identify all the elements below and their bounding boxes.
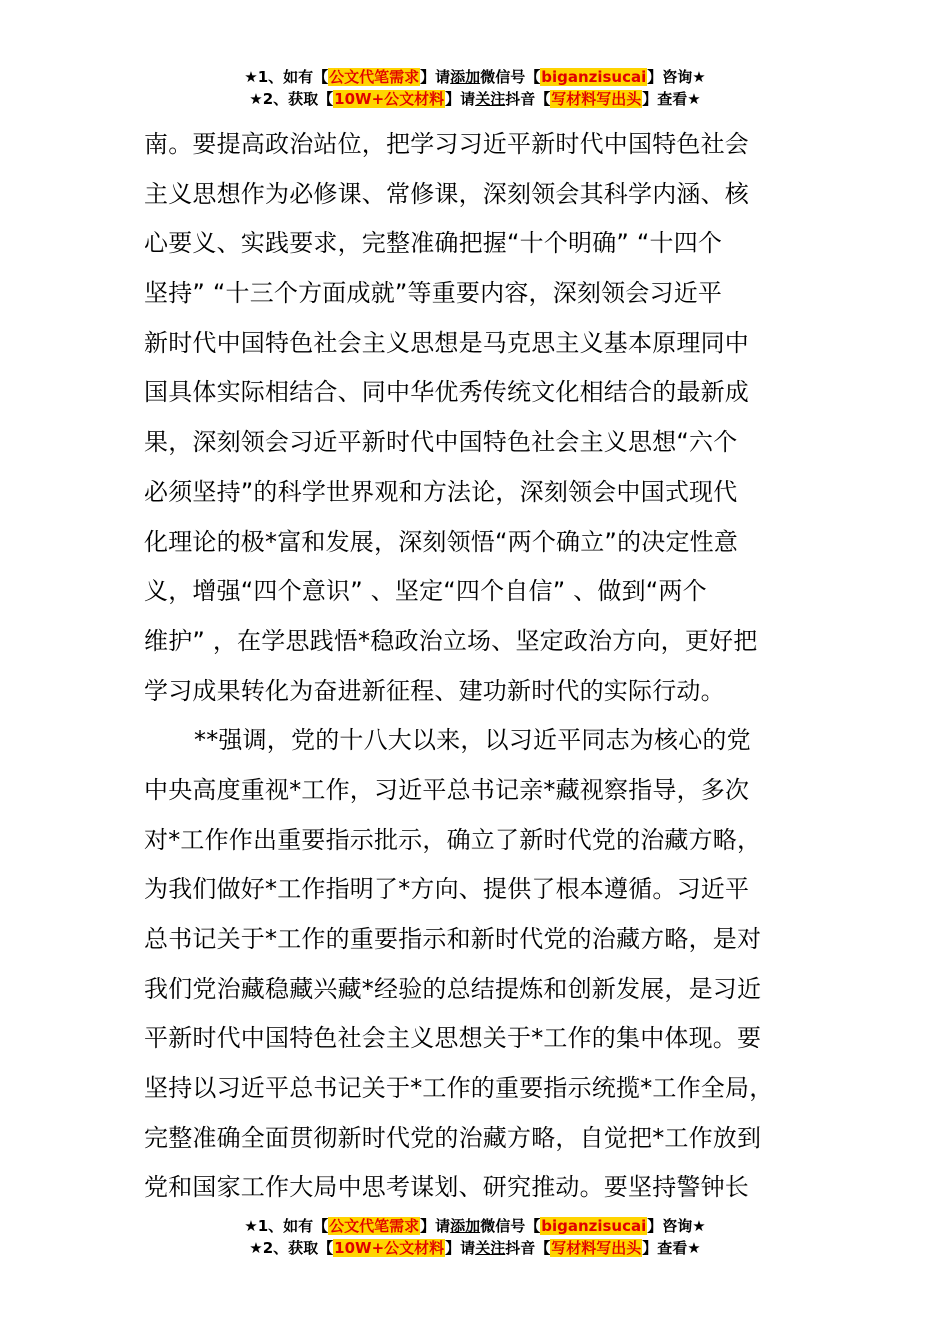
text-line: 平新时代中国特色社会主义思想关于*工作的集中体现。要 <box>144 1024 762 1053</box>
banner-line-1 <box>0 1215 950 1237</box>
text-line: 主义思想作为必修课、常修课，深刻领会其科学内涵、核 <box>144 179 749 208</box>
star-icon: ★ <box>692 1217 706 1235</box>
text-line: 对*工作作出重要指示批示，确立了新时代党的治藏方略， <box>144 825 762 854</box>
text-line: 坚持” “十三个方面成就”等重要内容，深刻领会习近平 <box>144 279 723 308</box>
text-line: 学习成果转化为奋进新征程、建功新时代的实际行动。 <box>144 676 725 705</box>
banner-line-2 <box>0 1237 950 1259</box>
top-banner <box>0 66 950 110</box>
document-body <box>144 120 812 1213</box>
banner-text: 1、如有【 <box>257 68 329 86</box>
banner-text: 】请 <box>420 68 451 86</box>
star-icon: ★ <box>692 68 706 86</box>
banner-text: 抖音【 <box>505 90 551 108</box>
banner-text: 微信号【 <box>480 1217 541 1235</box>
text-line: 必须坚持”的科学世界观和方法论，深刻领会中国式现代 <box>144 477 738 506</box>
star-icon: ★ <box>249 90 263 108</box>
text-line: 总书记关于*工作的重要指示和新时代党的治藏方略，是对 <box>144 925 762 953</box>
banner-text: 1、如有【 <box>257 1217 329 1235</box>
text-line: 我们党治藏稳藏兴藏*经验的总结提炼和创新发展，是习近 <box>144 974 762 1003</box>
text-line: 坚持以习近平总书记关于*工作的重要指示统揽*工作全局， <box>144 1074 774 1103</box>
underlined-text: 关注 <box>475 90 506 108</box>
text-line: 维护” ，在学思践悟*稳政治立场、坚定政治方向，更好把 <box>144 626 758 655</box>
underlined-text: 添加 <box>450 68 481 86</box>
star-icon: ★ <box>244 1217 258 1235</box>
text-line: 南。要提高政治站位，把学习习近平新时代中国特色社会 <box>144 130 749 158</box>
highlight-wechat-id: biganzisucai <box>541 1217 647 1235</box>
bottom-banner <box>0 1215 950 1259</box>
banner-text: 】请 <box>445 1239 476 1257</box>
highlight-service: 公文代笔需求 <box>329 1217 420 1235</box>
star-icon: ★ <box>687 1239 701 1257</box>
text-line: 心要义、实践要求，完整准确把握“十个明确” “十四个 <box>144 229 723 258</box>
highlight-materials: 10W+公文材料 <box>334 1239 445 1257</box>
text-line: 果，深刻领会习近平新时代中国特色社会主义思想“六个 <box>144 428 738 457</box>
text-line: 义，增强“四个意识” 、坚定“四个自信” 、做到“两个 <box>144 577 707 606</box>
text-line: 新时代中国特色社会主义思想是马克思主义基本原理同中 <box>144 328 749 357</box>
highlight-wechat-id: biganzisucai <box>541 68 647 86</box>
highlight-douyin-account: 写材料写出头 <box>551 90 642 108</box>
text-line: 化理论的极*富和发展，深刻领悟“两个确立”的决定性意 <box>144 527 739 556</box>
text-line: 为我们做好*工作指明了*方向、提供了根本遵循。习近平 <box>144 875 750 904</box>
paragraph-start-line: **强调，党的十八大以来，以习近平同志为核心的党 <box>194 726 751 755</box>
banner-text: 】查看 <box>642 90 688 108</box>
underlined-text: 添加 <box>450 1217 481 1235</box>
text-line: 中央高度重视*工作，习近平总书记亲*藏视察指导，多次 <box>144 775 750 804</box>
highlight-service: 公文代笔需求 <box>329 68 420 86</box>
banner-text: 2、获取【 <box>262 90 334 108</box>
banner-text: 抖音【 <box>505 1239 551 1257</box>
banner-line-1 <box>0 66 950 88</box>
star-icon: ★ <box>687 90 701 108</box>
banner-text: 】咨询 <box>647 1217 693 1235</box>
banner-line-2 <box>0 88 950 110</box>
highlight-materials: 10W+公文材料 <box>334 90 445 108</box>
star-icon: ★ <box>249 1239 263 1257</box>
text-line: 党和国家工作大局中思考谋划、研究推动。要坚持警钟长 <box>144 1173 749 1202</box>
banner-text: 微信号【 <box>480 68 541 86</box>
star-icon: ★ <box>244 68 258 86</box>
banner-text: 2、获取【 <box>262 1239 334 1257</box>
banner-text: 】咨询 <box>647 68 693 86</box>
banner-text: 】查看 <box>642 1239 688 1257</box>
banner-text: 】请 <box>420 1217 451 1235</box>
underlined-text: 关注 <box>475 1239 506 1257</box>
banner-text: 】请 <box>445 90 476 108</box>
text-line: 国具体实际相结合、同中华优秀传统文化相结合的最新成 <box>144 378 749 407</box>
text-line: 完整准确全面贯彻新时代党的治藏方略，自觉把*工作放到 <box>144 1123 762 1152</box>
highlight-douyin-account: 写材料写出头 <box>551 1239 642 1257</box>
